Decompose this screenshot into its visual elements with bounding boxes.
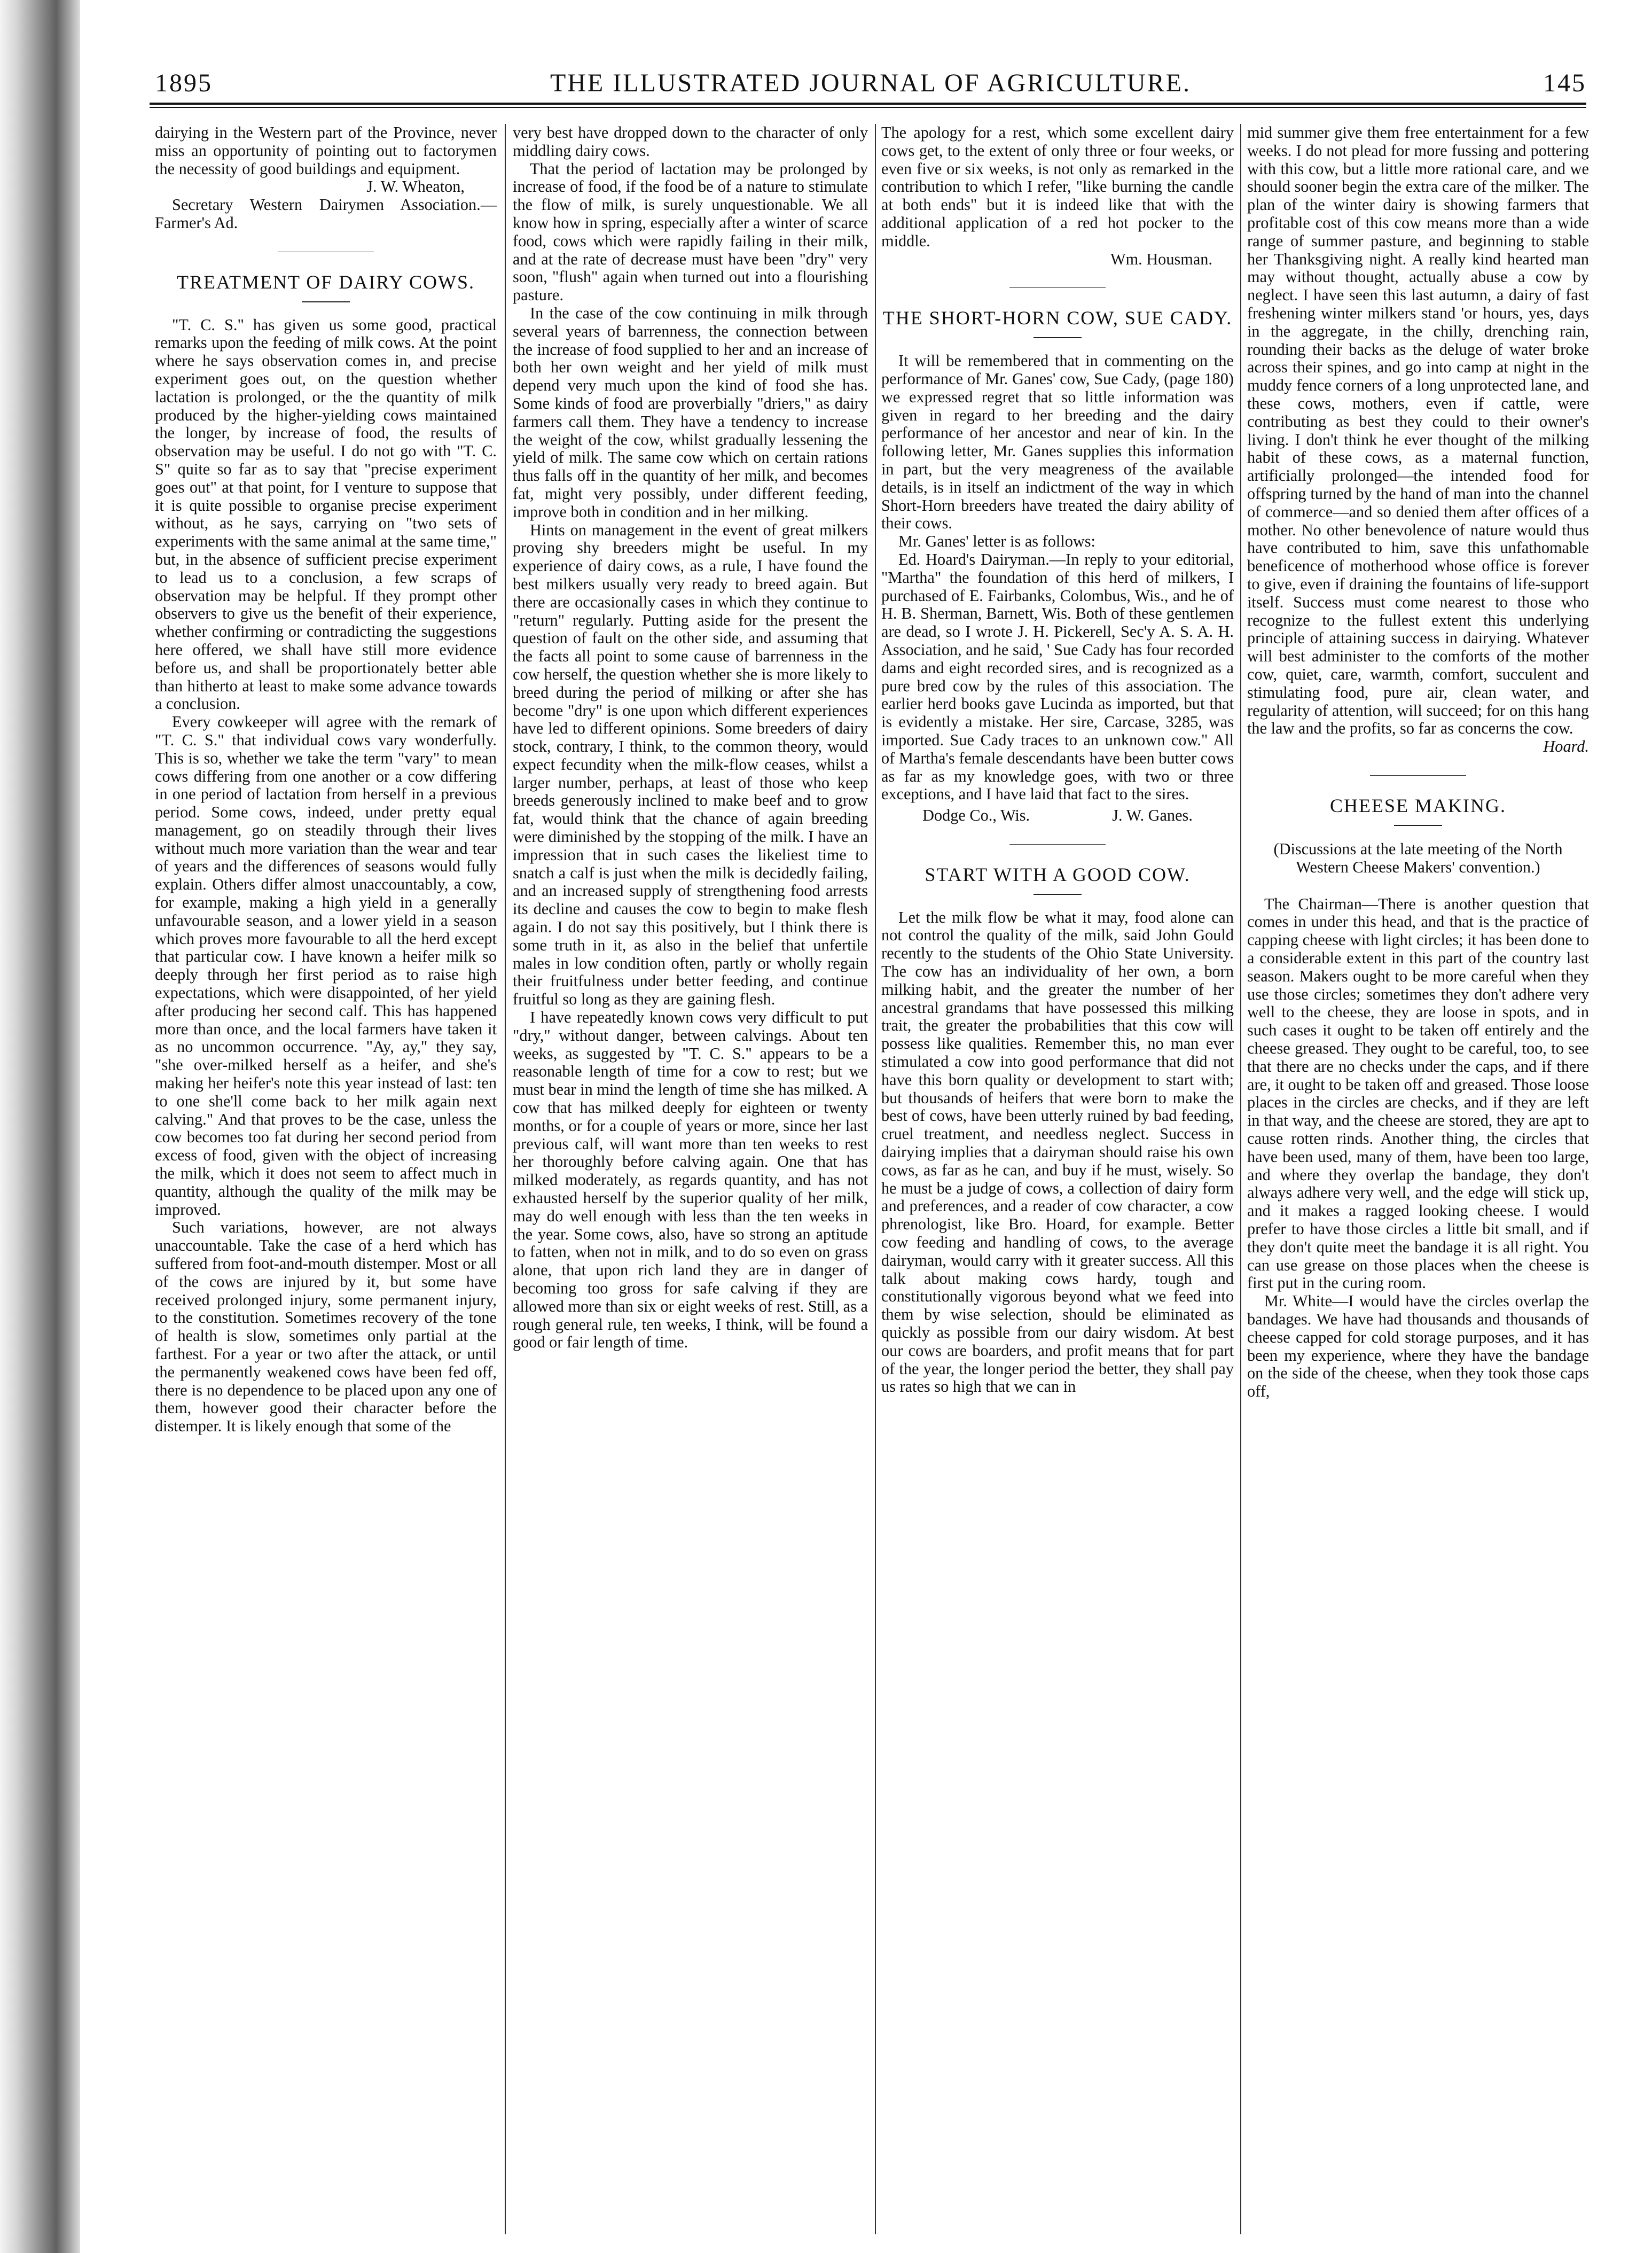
dateline — [881, 807, 1234, 825]
paragraph: Mr. Ganes' letter is as follows: — [898, 532, 1095, 551]
article-title-cheese-making: CHEESE MAKING. — [1330, 794, 1506, 816]
article-subtitle: (Discussions at the late meeting of the North Western Cheese Makers' convention.) — [1273, 839, 1563, 876]
signature: J. W. Wheaton, — [366, 177, 465, 196]
paragraph: mid summer give them free entertainment for a few weeks. I do not plead for more fussing and pottering with this cow, but a little more rational care, and we should sooner begin the extra care of the milker. The plan of the winter dairy is showing farmers that profitable cost of this cow means more than a wide range of summer pasture, and beginning to stable her Thanksgiving night. A really kind hearted man may without thought, actually abuse a cow by neglect. I have seen this last autumn, a dairy of fast freshening winter milkers stand 'or hours, yes, days in the aggregate, in the chilly, drenching rain, rounding their backs as the deluge of water broke across their spines, and go into camp at night in the muddy fence corners of a long unprotected lane, and these cows, mothers, even if cattle, were contributing as best they could to their owner's living. I don't think he ever thought of the milking habit of these cows, as a maternal function, artificially prolonged—the intended food for offspring turned by the hand of man into the channel of commerce—and so denied them after offices of a mother. No other benevolence of nature would thus have contributed to him, save this unfathomable beneficence of motherhood whose office is forever to give, even if draining the fountains of life-support itself. Success must come nearest to those who recognize to the fullest extent this underlying principle of attaining success in dairying. Whatever will best administer to the comforts of the mother cow, quiet, care, warmth, comfort, succulent and stimulating food, pure air, clean water, and regularity of attention, will succeed; for on this hang the law and the profits, so far as concerns the cow. — [1247, 124, 1589, 738]
title-rule — [1394, 825, 1442, 826]
paragraph: Mr. White—I would have the circles overlap the bandages. We have had thousands and thousands of cheese capped for cold storage purposes, and it has been my experience, where they have the bandage on the side of the cheese, when they took those caps off, — [1247, 1292, 1589, 1401]
paragraph: "T. C. S." has given us some good, practical remarks upon the feeding of milk cows. At the point where he says observation comes in, and precise experiment goes out, on the question whether lactation is prolonged, or the the quantity of milk produced by the higher-yielding cows maintained the longer, by increase of food, the results of observation may be useful. I do not go with "T. C. S" quite so far as to say that "precise experiment goes out" at that point, for I venture to suppose that it is quite possible to organise precise experiment without, as he says, carrying on "two sets of experiments with the same animal at the same time," but, in the absence of sufficient precise experiment to lead us to a conclusion, a few scraps of observation may be helpful. If they prompt other observers to give us the benefit of their experience, whether confirming or contradicting the suggestions here offered, we shall have still more evidence before us, and shall be proportionately better able than hitherto at least to make some advance towards a conclusion. — [155, 315, 497, 713]
column-3 — [881, 124, 1234, 2234]
title-rule — [1034, 894, 1082, 895]
book-binding-edge — [0, 0, 80, 2253]
page-number: 145 — [1543, 69, 1586, 97]
title-rule — [1034, 337, 1082, 338]
paragraph: I have repeatedly known cows very difficult to put "dry," without danger, between calvings. About ten weeks, as suggested by "T. C. S." appears to be a reasonable length of time for a cow to rest; but we must bear in mind the length of time she has milked. A cow that has milked deeply for eighteen or twenty months, or for a couple of years or more, since her last previous calf, will want more than ten weeks to rest her thoroughly before calving again. One that has milked moderately, as regards quantity, and has not exhausted herself by the superior quality of her milk, may do well enough with less than the ten weeks in the year. Some cows, also, have so strong an aptitude to fatten, when not in milk, and to do so even on grass alone, that upon rich land they are in danger of becoming too gross for safe calving if they are allowed more than six or eight weeks of rest. Still, as a rough general rule, ten weeks, I think, will be found a good or fair length of time. — [513, 1008, 868, 1352]
paragraph: Let the milk flow be what it may, food alone can not control the quality of the milk, said John Gould recently to the students of the Ohio State University. The cow has an individuality of her own, a born milking habit, and the greater the number of her ancestral grandams that have possessed this milking trait, the greater the probabilities that this cow will possess like qualities. Remember this, no man ever stimulated a cow into good performance that did not have this born quality or development to start with; but thousands of heifers that were born to make the best of cows, have been utterly ruined by bad feeding, cruel treatment, and needless neglect. Success in dairying implies that a dairyman should raise his own cows, as far as he can, and buy if he must, wisely. So he must be a judge of cows, a collection of dairy form and preferences, and a reader of cow character, a cow phrenologist, like Bro. Hoard, for example. Better cow feeding and handling of cows, to the average dairyman, would carry with it greater success. All this talk about making cows hardy, tough and constitutionally vigorous beyond what we feed into them by wise selection, should be eliminated as quickly as possible from our dairy wisdom. At best our cows are boarders, and profit means that for part of the year, the longer period the better, they shall pay us rates so high that we can in — [881, 908, 1234, 1396]
section-separator — [1009, 844, 1106, 845]
signature-title: Secretary Western Dairymen Association.—Farmer's Ad. — [155, 196, 497, 232]
column-2 — [513, 124, 868, 2234]
column-1 — [155, 124, 497, 2234]
signature: J. W. Ganes. — [1112, 806, 1193, 825]
header-rule — [150, 103, 1586, 108]
paragraph: That the period of lactation may be prolonged by increase of food, if the food be of a nature to stimulate the flow of milk, is surely unquestionable. We all know how in spring, especially after a winter of scarce food, cows which were rapidly failing in their milk, and at the rate of decrease must have been "dry" very soon, "flush" again when turned out into a flourishing pasture. — [513, 159, 868, 305]
column-divider — [505, 124, 506, 2234]
paragraph: Such variations, however, are not always unaccountable. Take the case of a herd which has suffered from foot-and-mouth distemper. Most or all of the cows are injured by it, but some have received prolonged injury, some permanent injury, to the constitution. Sometimes recovery of the tone of health is slow, sometimes only partial at the farthest. For a year or two after the attack, or until the permanently weakened cows have been fed off, there is no dependence to be placed upon any one of them, however good their character before the distemper. It is likely enough that some of the — [155, 1218, 497, 1436]
paragraph: In the case of the cow continuing in milk through several years of barrenness, the connection between the increase of food supplied to her and an increase of both her own weight and her yield of milk must depend very much upon the kind of food she has. Some kinds of food are proverbially "driers," as dairy farmers call them. They have a tendency to increase the weight of the cow, whilst gradually lessening the yield of milk. The same cow which on certain rations thus falls off in the quantity of her milk, and becomes fat, might very possibly, under different feeding, improve both in condition and in her milking. — [513, 303, 868, 521]
article-title-short-horn: THE SHORT-HORN COW, SUE CADY. — [882, 307, 1233, 329]
signature: Hoard. — [1543, 737, 1589, 756]
column-divider — [1240, 124, 1241, 2234]
paragraph: dairying in the Western part of the Province, never miss an opportunity of pointing out to factorymen the necessity of good buildings and equipment. — [155, 124, 497, 178]
paragraph: It will be remembered that in commenting on the performance of Mr. Ganes' cow, Sue Cady, (page 180) we expressed regret that so little information was given in regard to her breeding and the dairy performance of her ancestor and near of kin. In the following letter, Mr. Ganes supplies this information in part, but the very meagreness of the available details, is in itself an indictment of the way in which Short-Horn breeders have treated the dairy ability of their cows. — [881, 352, 1234, 533]
paragraph: The apology for a rest, which some excellent dairy cows get, to the extent of only three or four weeks, or even five or six weeks, is not only as remarked in the contribution to which I refer, "like burning the candle at both ends" but it is indeed like that with the additional application of a red hot pocker to the middle. — [881, 124, 1234, 250]
column-4 — [1247, 124, 1589, 2234]
article-title-good-cow: START WITH A GOOD COW. — [925, 863, 1191, 885]
column-divider — [875, 124, 876, 2234]
signature: Wm. Housman. — [1110, 250, 1212, 268]
header-year: 1895 — [155, 69, 213, 97]
paragraph: The Chairman—There is another question that comes in under this head, and that is the practice of capping cheese with light circles; it has been done to a considerable extent in this part of the country last season. Makers ought to be more careful when they use those circles; sometimes they don't adhere very well to the cheese, they are loose in spots, and in such cases it ought to be taken off entirely and the cheese greased. They ought to be careful, too, to see that there are no checks under the caps, and if there are, it ought to be taken off and greased. Those loose places in the circles are checks, and if they are left in that way, and the cheese are stored, they are apt to cause rotten rinds. Another thing, the circles that have been used, many of them, have been too large, and where they overlap the bandage, they don't always adhere very well, and the edge will stick up, and it makes a ragged looking cheese. I would prefer to have those circles a little bit small, and if they don't quite meet the bandage it is all right. You can use grease on those places when the cheese is first put in the curing room. — [1247, 894, 1589, 1292]
page-header — [155, 68, 1586, 106]
paragraph: very best have dropped down to the character of only middling dairy cows. — [513, 124, 868, 160]
journal-title: THE ILLUSTRATED JOURNAL OF AGRICULTURE. — [550, 69, 1192, 97]
section-separator — [1009, 287, 1106, 288]
title-rule — [302, 301, 350, 302]
section-separator — [1370, 775, 1466, 776]
paragraph: Ed. Hoard's Dairyman.—In reply to your editorial, "Martha" the foundation of this herd of milkers, I purchased of E. Fairbanks, Colombus, Wis., and he of H. B. Sherman, Barnett, Wis. Both of these gentlemen are dead, so I wrote J. H. Pickerell, Sec'y A. S. A. H. Association, and he said, ' Sue Cady has four recorded dams and eight recorded sires, and is recognized as a pure bred cow by the rules of this association. The earlier herd books gave Lucinda as imported, but that is evidently a mistake. Her sire, Carcase, 3285, was imported. Sue Cady traces to an unknown cow." All of Martha's female descendants have been butter cows as far as my knowledge goes, with two or three exceptions, and I have laid that fact to the sires. — [881, 550, 1234, 804]
paragraph: Every cowkeeper will agree with the remark of "T. C. S." that individual cows vary wonderfully. This is so, whether we take the term "vary" to mean cows differing from one another or a cow differing in one period of lactation from herself in a previous period. Some cows, indeed, under pretty equal management, go on steadily through their lives without much more variation than the wear and tear of years and the differences of seasons would fully explain. Others differ almost unaccountably, a cow, for example, making a high yield in a generally unfavourable season, and a lower yield in a season which proves more favourable to all the herd except that particular cow. I have known a heifer milk so deeply through her first period as to raise high expectations, which were disappointed, of her yield after producing her second calf. This has happened more than once, and the local farmers have taken it as no uncommon occurrence. "Ay, ay," they say, "she over-milked herself as a heifer, and she's making her heifer's note this year instead of last: ten to one she'll come back to her milk again next calving." And that proves to be the case, unless the cow becomes too fat during her second period from excess of food, given with the object of increasing the milk, which it does not seem to affect much in quantity, although the quality of the milk may be improved. — [155, 713, 497, 1219]
paragraph: Hints on management in the event of great milkers proving shy breeders might be useful. In my experience of dairy cows, as a rule, I have found the best milkers usually very ready to breed again. But there are occasionally cases in which they continue to "return" regularly. Putting aside for the present the question of fault on the other side, and assuming that the facts all point to some cause of barrenness in the cow herself, the question whether she is more likely to breed during the period of milking or after she has become "dry" is one upon which different experiences have led to different opinions. Some breeders of dairy stock, contrary, I think, to the common theory, would expect fecundity when the milk-flow ceases, whilst a larger number, perhaps, at least of those who keep breeds generously inclined to make beef and to grow fat, would think that the chance of again breeding were diminished by the stopping of the milk. I have an impression that in such cases the likeliest time to snatch a calf is just when the milk is decidedly failing, and an increased supply of strengthening food arrests its decline and causes the cow to begin to make flesh again. I do not say this positively, but I think there is some truth in it, as also in the belief that unfertile males in low condition often, partly or wholly regain their fruitfulness under better feeding, and continue fruitful so long as they are gaining flesh. — [513, 520, 868, 1009]
dateline-place: Dodge Co., Wis. — [922, 806, 1030, 825]
article-title-treatment: TREATMENT OF DAIRY COWS. — [176, 271, 475, 293]
